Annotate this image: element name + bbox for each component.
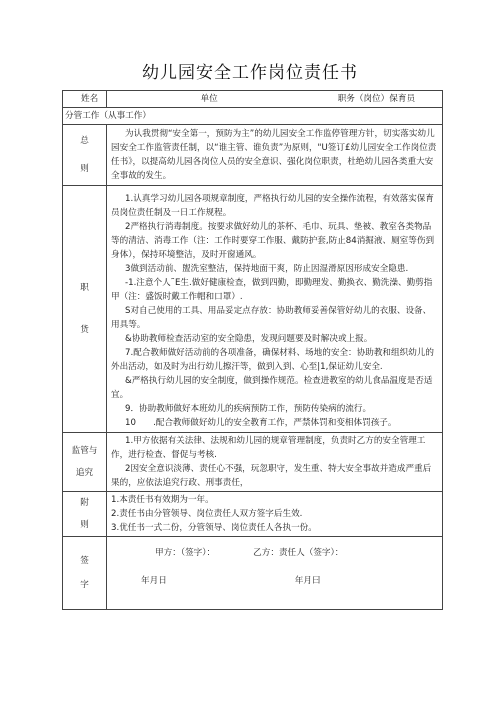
unit-label: 单位 (200, 94, 218, 104)
division-row (63, 108, 443, 125)
responsibility-table (62, 90, 443, 610)
signature-area (107, 537, 443, 610)
duty-item: 10 .配合教师做好幼儿的安全教育工作，严禁体罚和变相体罚孩子。 (125, 418, 397, 428)
duties-label: 职 货 (63, 186, 107, 433)
duty-item: &协助教师检查活动室的安全隐患，发现问题要及时解决或上报。 (125, 334, 373, 344)
appendix-item: 2.责任书由分管领导、岗位责任人双方签字后生效. (111, 509, 303, 519)
duty-item: &严格执行幼儿园的安全制度，做到操作规范。检查进教室的幼儿食品温度是否适宜。 (111, 376, 433, 400)
accountability-label: 监管与 追究 (63, 433, 107, 492)
general-text: 为认我贯彻“安全第一，预防为主”的幼儿园安全工作监停管理方针，切实落实幼儿园安全工作监管责任制，以“谁主管、谁负责”为原则，"U签订£幼儿园安全工作岗位责任书》，以提高幼儿园各岗位人员的安全意识、强化岗位职责，杜绝幼儿园各类重大安全事故的发生。 (107, 125, 443, 186)
general-row (63, 125, 443, 186)
general-label: 总 则 (63, 125, 107, 186)
position-label: 职务（岗位）保育员 (337, 94, 416, 104)
duty-item: 7.配合教师做好活动前的各项准备，确保材料、场地的安全：协助教和组织幼儿的外出活动，如及时为出行幼儿擦汗等，做到入到、心至|1,保证幼儿安全. (111, 348, 434, 372)
duty-item: S对自己使用的工具、用品妥定点存放：协助教师妥善保管好幼儿的衣服、设备、用具等。 (111, 306, 432, 330)
party-b-date[interactable]: 年月曰 (294, 576, 321, 586)
duty-item: 1.认真学习幼儿园各项规章制度，严格执行幼儿园的安全操作流程，有效落实保育员岗位责任制及一日工作规程。 (111, 194, 434, 218)
duties-text (107, 186, 443, 433)
signature-label: 签 字 (63, 537, 107, 610)
appendix-item: 1.本责任书有效期为一年。 (111, 495, 214, 505)
appendix-item: 3.优任书一式二份，分管领导、岗位责任人各执一份。 (111, 523, 317, 533)
document-title: 幼儿园安全工作岗位责任书 (142, 63, 358, 83)
duty-item: 9．协助教师做好本班幼儿的疾病预防工作，预防传染病的流行。 (125, 404, 372, 414)
accountability-item: 1.甲方依据有关法律、法规和幼儿园的规章管理制度，负责时乙方的安全管理工作，进行检查、督促与考核. (111, 436, 426, 460)
accountability-row (63, 433, 443, 492)
party-a-signature[interactable]: 甲方：（签字）： (155, 548, 216, 558)
unit-position-cell (195, 91, 443, 108)
appendix-text (107, 492, 443, 537)
duty-item: 2严格执行消毒制度。按要求做好幼儿的茶杯、毛巾、玩具、垫被、教室各类物品等的清洁、消毒工作（注：工作时要穿工作服、戴防护套,防止84消掘液、厕室等伤到身体），保持环境整洁，及时开窗通风。 (111, 222, 435, 260)
duties-row (63, 186, 443, 433)
signature-row (63, 537, 443, 610)
party-a-date[interactable]: 年月日 (141, 576, 167, 586)
duty-item: -1.注意个人˜E生.做好健康检查，做到四勤，即勤理发、勤换衣、勤洗澡、勤剪指甲（注：盛饭时戴工作帽和口罩）. (111, 278, 433, 302)
accountability-text (107, 433, 443, 492)
name-value[interactable] (107, 91, 195, 108)
name-label: 姓名 (63, 91, 107, 108)
appendix-row (63, 492, 443, 537)
division-label: 分管工作（从事工作） (63, 108, 443, 125)
appendix-label: 附 则 (63, 492, 107, 537)
accountability-item: 2因安全意识淡薄、责任心不强，玩忽职守，发生重、特大安全事故并造成严重后果的，应依法追究行政、刑事责任， (111, 464, 432, 488)
party-b-signature[interactable]: 乙方：责任人（签字）： (253, 548, 344, 558)
duty-item: 3做到活动前、盥洗室整洁，保持地面干爽，防止因湿滑原因形成安全隐患. (125, 264, 409, 274)
header-row (63, 91, 443, 108)
